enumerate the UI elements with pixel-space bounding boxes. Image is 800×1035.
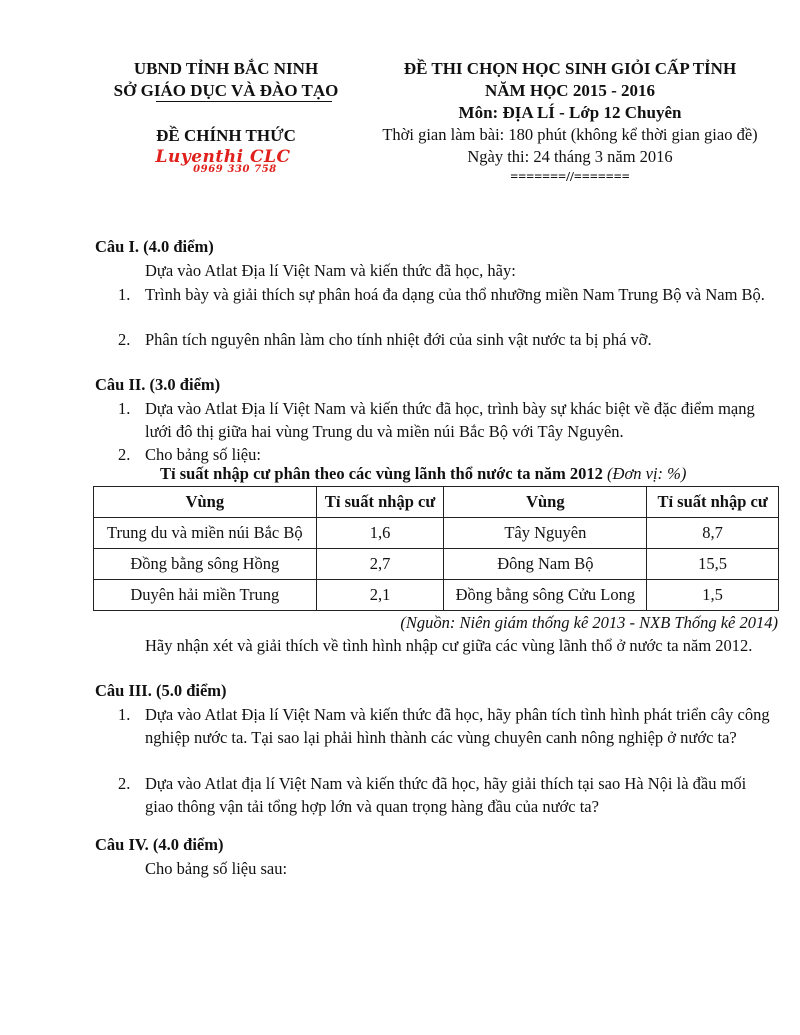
rate-cell: 1,6: [316, 518, 444, 549]
question-2-item-1: [118, 397, 778, 443]
question-1-intro: Dựa vào Atlat Địa lí Việt Nam và kiến thức đã học, hãy:: [145, 261, 516, 280]
school-year: NĂM HỌC 2015 - 2016: [485, 81, 655, 100]
region-cell: Trung du và miền núi Bắc Bộ: [94, 518, 317, 549]
region-cell: Đông Nam Bộ: [444, 549, 647, 580]
column-header: Vùng: [94, 487, 317, 518]
rate-cell: 2,7: [316, 549, 444, 580]
column-header: Tỉ suất nhập cư: [647, 487, 779, 518]
table-row: [94, 549, 779, 580]
issuing-authority-block: [95, 58, 357, 102]
exam-duration: Thời gian làm bài: 180 phút (không kể thời gian giao đề): [382, 125, 758, 144]
department-underline: [156, 101, 333, 102]
table-row: [94, 518, 779, 549]
official-label: ĐỀ CHÍNH THỨC: [156, 126, 296, 145]
question-2-title: Câu II. (3.0 điểm): [95, 375, 221, 394]
item-number: 2.: [118, 445, 131, 464]
question-3-item-1: [118, 703, 778, 749]
item-number: 2.: [118, 330, 131, 349]
item-number: 2.: [118, 774, 131, 793]
region-cell: Tây Nguyên: [444, 518, 647, 549]
watermark-logo: Luyenthi CLC: [155, 147, 291, 167]
item-number: 1.: [118, 705, 131, 724]
column-header: Tỉ suất nhập cư: [316, 487, 444, 518]
region-cell: Đồng bằng sông Hồng: [94, 549, 317, 580]
item-text: Cho bảng số liệu:: [145, 445, 261, 464]
table-header-row: [94, 487, 779, 518]
exam-title: ĐỀ THI CHỌN HỌC SINH GIỎI CẤP TỈNH: [403, 59, 737, 78]
question-4-intro: Cho bảng số liệu sau:: [145, 859, 288, 878]
item-number: 1.: [118, 399, 131, 418]
question-3-item-2: [118, 772, 778, 818]
table-source: (Nguồn: Niên giám thống kê 2013 - NXB Thống kê 2014): [400, 613, 778, 632]
department-name: [114, 80, 339, 102]
region-cell: Duyên hải miền Trung: [94, 580, 317, 611]
table-caption-title: Tỉ suất nhập cư phân theo các vùng lãnh thổ nước ta năm 2012: [160, 464, 603, 483]
rate-cell: 8,7: [647, 518, 779, 549]
question-1-title: Câu I. (4.0 điểm): [95, 237, 214, 256]
separator: =======//=======: [510, 170, 630, 185]
department-label: SỞ GIÁO DỤC VÀ ĐÀO TẠO: [113, 81, 339, 100]
question-3-title: Câu III. (5.0 điểm): [95, 681, 227, 700]
item-text: Dựa vào Atlat Địa lí Việt Nam và kiến thức đã học, hãy phân tích tình hình phát triển cây công nghiệp nước ta. Tại sao lại phải hình thành các vùng chuyên canh nông nghiệp ở nước ta?: [145, 705, 770, 747]
item-text: Trình bày và giải thích sự phân hoá đa dạng của thổ nhưỡng miền Nam Trung Bộ và Nam Bộ.: [145, 285, 765, 304]
item-text: Dựa vào Atlat địa lí Việt Nam và kiến thức đã học, hãy giải thích tại sao Hà Nội là đầu mối giao thông vận tải tổng hợp lớn và quan trọng hàng đầu của nước ta?: [145, 774, 747, 816]
question-1-item-1: [118, 283, 778, 306]
question-1-item-2: [118, 328, 778, 351]
item-text: Phân tích nguyên nhân làm cho tính nhiệt đới của sinh vật nước ta bị phá vỡ.: [145, 330, 652, 349]
rate-cell: 2,1: [316, 580, 444, 611]
subject: Môn: ĐỊA LÍ - Lớp 12 Chuyên: [458, 103, 682, 122]
table-row: [94, 580, 779, 611]
question-4-title: Câu IV. (4.0 điểm): [95, 835, 224, 854]
exam-date: Ngày thi: 24 tháng 3 năm 2016: [467, 147, 673, 166]
exam-info-block: [360, 58, 780, 188]
column-header: Vùng: [444, 487, 647, 518]
rate-cell: 15,5: [647, 549, 779, 580]
table-caption: [160, 463, 686, 485]
question-2-followup: Hãy nhận xét và giải thích về tình hình nhập cư giữa các vùng lãnh thổ ở nước ta năm 2012.: [145, 636, 753, 655]
region-cell: Đồng bằng sông Cửu Long: [444, 580, 647, 611]
item-number: 1.: [118, 285, 131, 304]
authority-name: UBND TỈNH BẮC NINH: [133, 59, 319, 78]
watermark-phone: 0969 330 758: [193, 164, 277, 175]
rate-cell: 1,5: [647, 580, 779, 611]
item-text: Dựa vào Atlat Địa lí Việt Nam và kiến thức đã học, trình bày sự khác biệt về đặc điểm mạng lưới đô thị giữa hai vùng Trung du và miền núi Bắc Bộ với Tây Nguyên.: [145, 399, 755, 441]
immigration-rate-table: [93, 486, 779, 611]
table-unit: (Đơn vị: %): [607, 464, 687, 483]
